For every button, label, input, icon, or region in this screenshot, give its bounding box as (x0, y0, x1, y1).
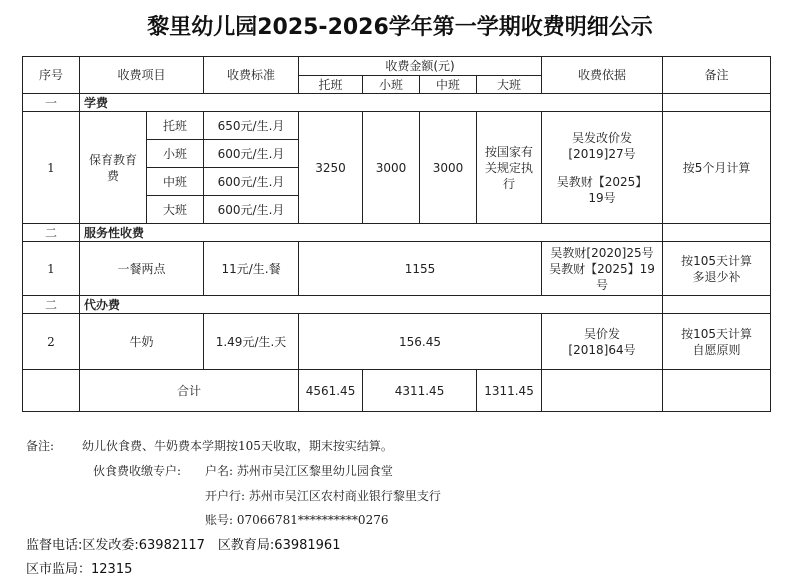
remark-line: 按105天计算 (681, 326, 752, 341)
row-basis (542, 314, 663, 370)
row-basis (542, 112, 663, 224)
basis-spacer (544, 162, 660, 174)
section-remark-empty (663, 296, 771, 314)
row-item-text: 保育教育费 (88, 152, 137, 183)
basis-line: 吴发改价发 (572, 130, 633, 145)
section-name: 代办费 (80, 296, 663, 314)
remark-line: 自愿原则 (692, 342, 741, 357)
basis-line: 吴教财【2025】19号 (549, 261, 655, 292)
total-tuo: 4561.45 (299, 370, 363, 412)
section-remark-empty (663, 94, 771, 112)
row-remark (663, 314, 771, 370)
header-amount-group: 收费金额(元) (299, 57, 542, 76)
remark-line: 多退少补 (692, 269, 741, 284)
amount-xiao: 3000 (363, 112, 420, 224)
total-remark-empty (663, 370, 771, 412)
section-serial: 一 (23, 94, 80, 112)
section-name: 服务性收费 (80, 224, 663, 242)
sub-standard: 600元/生.月 (204, 196, 299, 224)
section-serial: 二 (23, 296, 80, 314)
supervision-phones: 监督电话:区发改委:63982117 区教育局:63981961 (26, 538, 341, 553)
total-label: 合计 (80, 370, 299, 412)
sub-class: 大班 (147, 196, 204, 224)
row-serial: 2 (23, 314, 80, 370)
table-row (23, 242, 771, 296)
row-standard: 1.49元/生.天 (204, 314, 299, 370)
basis-line: [2019]27号 (568, 146, 636, 161)
header-remark: 备注 (663, 57, 771, 94)
header-class-zhong: 中班 (420, 76, 477, 94)
amount-tuo: 3250 (299, 112, 363, 224)
total-da: 1311.45 (477, 370, 542, 412)
notes-text: 幼儿伙食费、牛奶费本学期按105天收取，期末按实结算。 (82, 439, 393, 453)
fee-table (22, 56, 771, 412)
row-item (80, 112, 147, 224)
row-amount: 156.45 (299, 314, 542, 370)
amount-zhong: 3000 (420, 112, 477, 224)
basis-line: 吴价发 (584, 326, 621, 341)
row-remark: 按5个月计算 (663, 112, 771, 224)
row-amount: 1155 (299, 242, 542, 296)
page-title: 黎里幼儿园2025-2026学年第一学期收费明细公示 (147, 15, 653, 40)
row-remark (663, 242, 771, 296)
section-row (23, 94, 771, 112)
total-serial-empty (23, 370, 80, 412)
remark-line: 按105天计算 (681, 253, 752, 268)
section-serial: 二 (23, 224, 80, 242)
account-name: 户名: 苏州市吴江区黎里幼儿园食堂 (205, 464, 393, 478)
total-xiao-zhong: 4311.45 (363, 370, 477, 412)
market-bureau-phone: 区市监局：12315 (26, 562, 133, 577)
section-row (23, 224, 771, 242)
table-row (23, 314, 771, 370)
header-row (23, 57, 771, 76)
section-row (23, 296, 771, 314)
account-number: 账号: 07066781**********0276 (205, 513, 389, 527)
account-label: 伙食费收缴专户: (93, 464, 182, 478)
row-serial: 1 (23, 242, 80, 296)
basis-line: 吴教财【2025】19号 (556, 174, 648, 205)
amount-da-text: 按国家有关规定执行 (485, 144, 534, 191)
sub-standard: 650元/生.月 (204, 112, 299, 140)
table-row (23, 112, 771, 140)
total-basis-empty (542, 370, 663, 412)
header-item: 收费项目 (80, 57, 204, 94)
header-class-xiao: 小班 (363, 76, 420, 94)
header-class-da: 大班 (477, 76, 542, 94)
sub-class: 托班 (147, 112, 204, 140)
row-item: 牛奶 (80, 314, 204, 370)
row-item: 一餐两点 (80, 242, 204, 296)
sub-standard: 600元/生.月 (204, 168, 299, 196)
header-serial: 序号 (23, 57, 80, 94)
basis-line: [2018]64号 (568, 342, 636, 357)
header-standard: 收费标准 (204, 57, 299, 94)
total-row (23, 370, 771, 412)
amount-da (477, 112, 542, 224)
sub-class: 小班 (147, 140, 204, 168)
section-name: 学费 (80, 94, 663, 112)
header-basis: 收费依据 (542, 57, 663, 94)
basis-line: 吴教财[2020]25号 (550, 245, 654, 260)
row-serial: 1 (23, 112, 80, 224)
notes-label: 备注: (26, 439, 55, 453)
sub-standard: 600元/生.月 (204, 140, 299, 168)
row-standard: 11元/生.餐 (204, 242, 299, 296)
row-basis (542, 242, 663, 296)
bank-name: 开户行: 苏州市吴江区农村商业银行黎里支行 (205, 489, 441, 503)
header-class-tuo: 托班 (299, 76, 363, 94)
sub-class: 中班 (147, 168, 204, 196)
section-remark-empty (663, 224, 771, 242)
